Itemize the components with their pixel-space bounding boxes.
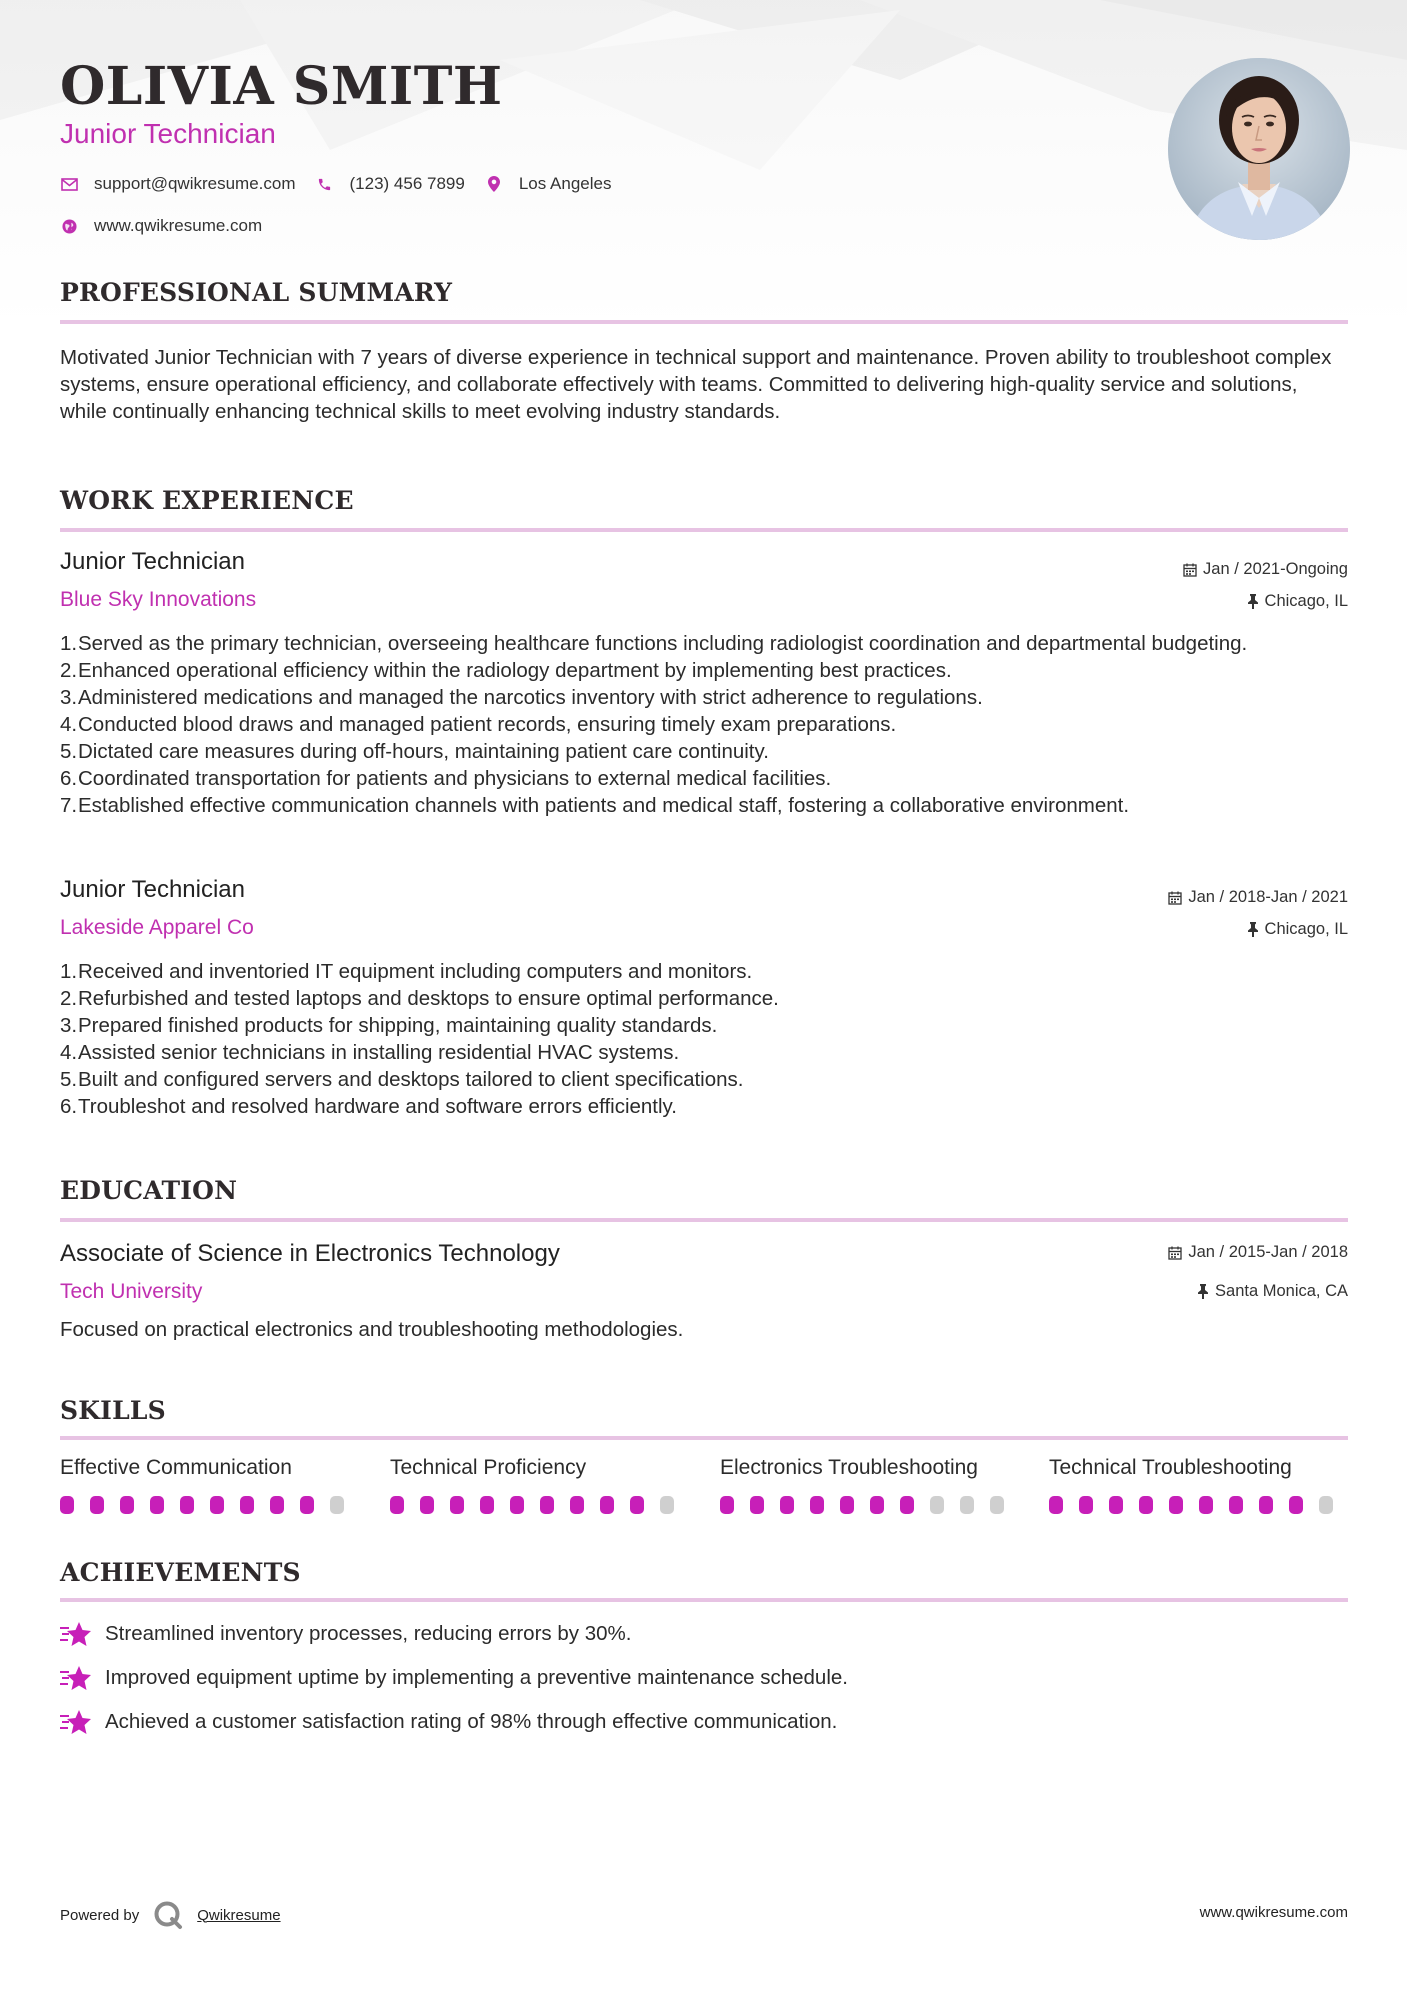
skill-name: Technical Proficiency: [390, 1456, 587, 1479]
rating-dot-filled: [600, 1496, 614, 1514]
qwikresume-logo-icon: [153, 1900, 183, 1930]
list-item: 4. Conducted blood draws and managed patient records, ensuring timely exam preparations.: [60, 713, 897, 736]
achievement-item: Improved equipment uptime by implementing a preventive maintenance schedule.: [60, 1664, 848, 1692]
list-item: 1. Received and inventoried IT equipment including computers and monitors.: [60, 960, 753, 983]
rating-dot-filled: [540, 1496, 554, 1514]
envelope-icon: [60, 175, 78, 193]
star-icon: [60, 1708, 92, 1736]
section-divider: [60, 528, 1348, 532]
achievement-item: Achieved a customer satisfaction rating of 98% through effective communication.: [60, 1708, 837, 1736]
education-location: [1197, 1282, 1348, 1301]
rating-dot-filled: [750, 1496, 764, 1514]
skill-item: [60, 1456, 360, 1514]
education-location-text: Santa Monica, CA: [1215, 1282, 1348, 1300]
job-location-text: Chicago, IL: [1264, 920, 1348, 938]
rating-dot-filled: [1109, 1496, 1123, 1514]
rating-dot-empty: [990, 1496, 1004, 1514]
degree-title: Associate of Science in Electronics Technology: [60, 1240, 560, 1267]
star-icon: [60, 1664, 92, 1692]
calendar-icon: [1168, 891, 1182, 905]
rating-dot-filled: [630, 1496, 644, 1514]
job-dates-text: Jan / 2021-Ongoing: [1203, 560, 1348, 578]
skills-heading: SKILLS: [60, 1396, 166, 1425]
rating-dot-filled: [300, 1496, 314, 1514]
pushpin-icon: [1247, 922, 1259, 937]
rating-dot-empty: [930, 1496, 944, 1514]
job-location: [1247, 592, 1348, 611]
job-bullets: [60, 630, 1348, 819]
map-pin-icon: [485, 175, 503, 193]
rating-dot-filled: [870, 1496, 884, 1514]
skill-item: [390, 1456, 690, 1514]
rating-dot-filled: [210, 1496, 224, 1514]
education-dates: [1168, 1243, 1348, 1262]
job-dates: [1183, 560, 1348, 579]
rating-dot-filled: [390, 1496, 404, 1514]
skill-rating: [390, 1496, 690, 1514]
rating-dot-filled: [1139, 1496, 1153, 1514]
school-name: Tech University: [60, 1280, 203, 1303]
job-company: Lakeside Apparel Co: [60, 916, 254, 939]
rating-dot-filled: [900, 1496, 914, 1514]
list-item: 4. Assisted senior technicians in installing residential HVAC systems.: [60, 1041, 680, 1064]
contact-row: [60, 174, 631, 194]
skill-name: Technical Troubleshooting: [1049, 1456, 1292, 1479]
location-text: Los Angeles: [518, 174, 612, 193]
rating-dot-filled: [450, 1496, 464, 1514]
phone-icon: [316, 175, 334, 193]
rating-dot-filled: [1169, 1496, 1183, 1514]
list-item: 2. Enhanced operational efficiency within the radiology department by implementing best practices.: [60, 659, 952, 682]
rating-dot-filled: [480, 1496, 494, 1514]
calendar-icon: [1183, 563, 1197, 577]
section-divider: [60, 320, 1348, 324]
skill-name: Effective Communication: [60, 1456, 292, 1479]
rating-dot-filled: [570, 1496, 584, 1514]
achievements-heading: ACHIEVEMENTS: [60, 1558, 301, 1587]
pushpin-icon: [1247, 594, 1259, 609]
footer-powered-by: [60, 1900, 281, 1930]
summary-text: Motivated Junior Technician with 7 years of diverse experience in technical support and maintenance. Proven ability to troubleshoot complex systems, ensure operational efficiency, and collaborate effectively with teams. Committed to delivering high-quality service and solutions, while continually enhancing technical skills to meet evolving industry standards.: [60, 346, 1332, 423]
achievement-item: Streamlined inventory processes, reducing errors by 30%.: [60, 1620, 631, 1648]
calendar-icon: [1168, 1246, 1182, 1260]
list-item: 5. Dictated care measures during off-hours, maintaining patient care continuity.: [60, 740, 769, 763]
rating-dot-filled: [1259, 1496, 1273, 1514]
footer-website[interactable]: www.qwikresume.com: [1199, 1904, 1348, 1921]
brand-link[interactable]: Qwikresume: [197, 1906, 281, 1924]
job-company: Blue Sky Innovations: [60, 588, 257, 611]
contact-location: [485, 174, 612, 194]
rating-dot-filled: [270, 1496, 284, 1514]
profile-photo: [1168, 58, 1350, 240]
list-item: 2. Refurbished and tested laptops and desktops to ensure optimal performance.: [60, 987, 779, 1010]
email-text: support@qwikresume.com: [94, 174, 296, 193]
section-divider: [60, 1218, 1348, 1222]
list-item: 6. Coordinated transportation for patients and physicians to external medical facilities.: [60, 767, 832, 790]
rating-dot-filled: [90, 1496, 104, 1514]
rating-dot-filled: [240, 1496, 254, 1514]
rating-dot-filled: [1289, 1496, 1303, 1514]
phone-text: (123) 456 7899: [349, 174, 465, 193]
rating-dot-filled: [1049, 1496, 1063, 1514]
summary-heading: PROFESSIONAL SUMMARY: [60, 278, 453, 307]
rating-dot-filled: [420, 1496, 434, 1514]
website-text: www.qwikresume.com: [94, 216, 263, 235]
skill-rating: [1049, 1496, 1349, 1514]
job-dates-text: Jan / 2018-Jan / 2021: [1188, 888, 1348, 906]
pushpin-icon: [1197, 1284, 1209, 1299]
rating-dot-filled: [840, 1496, 854, 1514]
section-divider: [60, 1598, 1348, 1602]
candidate-title: Junior Technician: [60, 118, 276, 149]
job-location: [1247, 920, 1348, 939]
list-item: 7. Established effective communication channels with patients and medical staff, fostering a collaborative environment.: [60, 794, 1130, 817]
rating-dot-filled: [60, 1496, 74, 1514]
rating-dot-filled: [720, 1496, 734, 1514]
skill-rating: [60, 1496, 360, 1514]
job-bullets: [60, 958, 1348, 1120]
job-title: Junior Technician: [60, 548, 246, 575]
candidate-name: OLIVIA SMITH: [60, 56, 503, 117]
job-title: Junior Technician: [60, 876, 246, 903]
rating-dot-empty: [960, 1496, 974, 1514]
list-item: 1. Served as the primary technician, overseeing healthcare functions including radiologist coordination and departmental budgeting.: [60, 632, 1248, 655]
section-divider: [60, 1436, 1348, 1440]
powered-by-label: Powered by: [60, 1906, 140, 1924]
skill-item: [1049, 1456, 1349, 1514]
rating-dot-filled: [150, 1496, 164, 1514]
rating-dot-filled: [180, 1496, 194, 1514]
contact-website[interactable]: [60, 216, 262, 236]
experience-heading: WORK EXPERIENCE: [60, 486, 354, 515]
rating-dot-filled: [1229, 1496, 1243, 1514]
contact-row-website: [60, 216, 282, 236]
list-item: 5. Built and configured servers and desktops tailored to client specifications.: [60, 1068, 744, 1091]
list-item: 3. Prepared finished products for shipping, maintaining quality standards.: [60, 1014, 718, 1037]
rating-dot-filled: [780, 1496, 794, 1514]
globe-icon: [60, 217, 78, 235]
rating-dot-empty: [1319, 1496, 1333, 1514]
skill-name: Electronics Troubleshooting: [720, 1456, 978, 1479]
job-dates: [1168, 888, 1348, 907]
skill-item: [720, 1456, 1020, 1514]
list-item: 3. Administered medications and managed the narcotics inventory with strict adherence to regulations.: [60, 686, 983, 709]
rating-dot-empty: [330, 1496, 344, 1514]
rating-dot-filled: [1079, 1496, 1093, 1514]
education-dates-text: Jan / 2015-Jan / 2018: [1188, 1243, 1348, 1261]
list-item: 6. Troubleshot and resolved hardware and software errors efficiently.: [60, 1095, 677, 1118]
rating-dot-filled: [810, 1496, 824, 1514]
contact-phone[interactable]: [316, 174, 465, 194]
rating-dot-filled: [1199, 1496, 1213, 1514]
contact-email[interactable]: [60, 174, 296, 194]
education-heading: EDUCATION: [60, 1176, 238, 1205]
rating-dot-filled: [510, 1496, 524, 1514]
star-icon: [60, 1620, 92, 1648]
rating-dot-empty: [660, 1496, 674, 1514]
skill-rating: [720, 1496, 1020, 1514]
rating-dot-filled: [120, 1496, 134, 1514]
job-location-text: Chicago, IL: [1264, 592, 1348, 610]
education-description: Focused on practical electronics and troubleshooting methodologies.: [60, 1318, 684, 1341]
